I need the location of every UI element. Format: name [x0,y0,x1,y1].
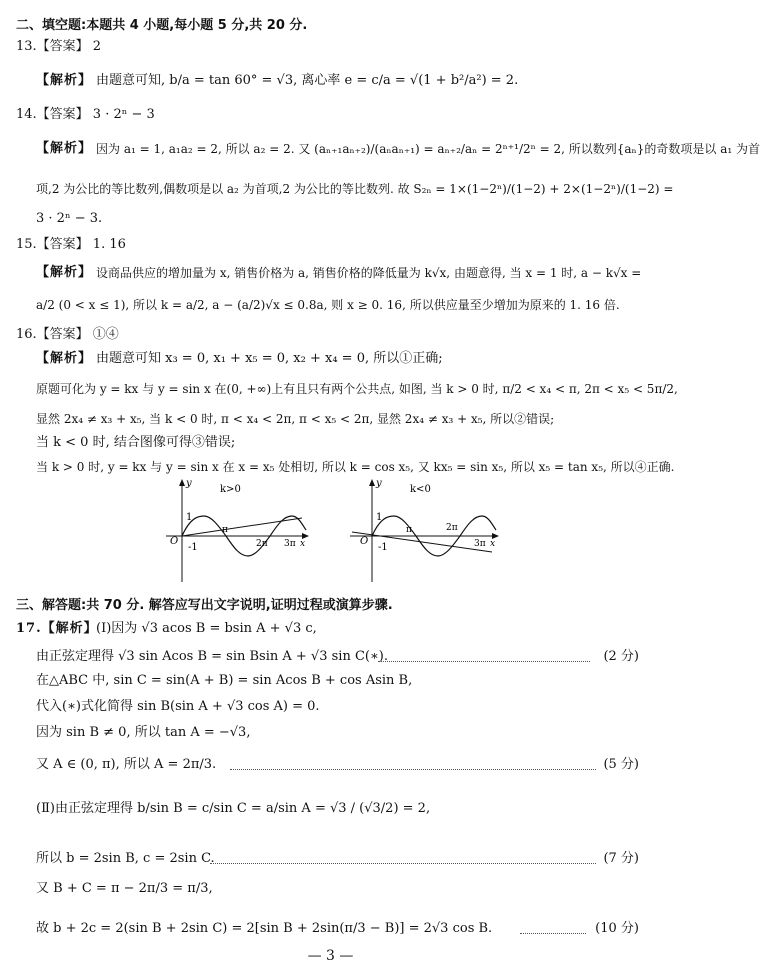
q17-line-2: 由正弦定理得 √3 sin Acos B = sin Bsin A + √3 sin C(∗). [36,649,389,664]
q17-line-3: 在△ABC 中, sin C = sin(A + B) = sin Acos B + cos Asin B, [36,673,413,688]
one-label: 1 [376,512,383,523]
y-axis-arrow-icon [369,479,375,486]
q16-explanation-line-1: 由题意可知 x₃ = 0, x₁ + x₅ = 0, x₂ + x₄ = 0, 所以①正确; [96,351,443,366]
q16-explanation-line-2: 原题可化为 y = kx 与 y = sin x 在(0, +∞)上有且只有两个公共点, 如图, 当 k > 0 时, π/2 < x₄ < π, 2π < x₅ < 5π/2, [36,382,678,396]
q15-explanation-line-1: 设商品供应的增加量为 x, 销售价格为 a, 销售价格的降低量为 k√x, 由题意得, 当 x = 1 时, a − k√x = [96,266,642,280]
q17-line-10: 故 b + 2c = 2(sin B + 2sin C) = 2[sin B + 2sin(π/3 − B)] = 2√3 cos B. [36,921,493,936]
q16-explanation-line-5: 当 k > 0 时, y = kx 与 y = sin x 在 x = x₅ 处相切, 所以 k = cos x₅, 又 kx₅ = sin x₅, 所以 x₅ = tan x₅, 所以④正确. [36,460,675,474]
q15-explanation-line-2: a/2 (0 < x ≤ 1), 所以 k = a/2, a − (a/2)√x ≤ 0.8a, 则 x ≥ 0. 16, 所以供应量至少增加为原来的 1. 16 倍. [36,298,620,312]
q17-line-7: (Ⅱ)由正弦定理得 b/sin B = c/sin C = a/sin A = √3 / (√3/2) = 2, [36,801,431,816]
q13-explanation-tag: 【解析】 [36,73,93,88]
x-label: x [300,539,306,549]
q17-score-10: (10 分) [595,921,639,936]
origin-label: O [360,536,369,547]
q14-answer: 14.【答案】 3 · 2ⁿ − 3 [16,107,155,122]
q17-line-9: 又 B + C = π − 2π/3 = π/3, [36,881,213,896]
q17-line-5: 因为 sin B ≠ 0, 所以 tan A = −√3, [36,725,251,740]
line-y-kx [182,518,302,536]
pi-label: π [406,525,412,535]
y-label: y [186,478,192,489]
k-label: k>0 [220,484,241,495]
q15-explanation-tag: 【解析】 [36,265,93,280]
q17-score-5: (5 分) [603,757,639,772]
origin-label: O [170,536,179,547]
q14-explanation-line-3: 3 · 2ⁿ − 3. [36,211,103,226]
dotted-leader [230,769,596,770]
q16-explanation-line-4: 当 k < 0 时, 结合图像可得③错误; [36,435,236,450]
q13-explanation-line-1: 由题意可知, b/a = tan 60° = √3, 离心率 e = c/a = √(1 + b²/a²) = 2. [96,73,519,88]
q16-graph-k-negative [350,478,500,584]
q16-explanation-tag: 【解析】 [36,351,93,366]
q16-explanation-line-3: 显然 2x₄ ≠ x₃ + x₅, 当 k < 0 时, π < x₄ < 2π, π < x₅ < 2π, 显然 2x₄ ≠ x₃ + x₅, 所以②错误; [36,412,555,426]
one-label: 1 [186,512,193,523]
line-y-kx [352,532,492,552]
y-axis-arrow-icon [179,479,185,486]
q16-answer: 16.【答案】 ①④ [16,327,119,342]
q17-line-1: (Ⅰ)因为 √3 acos B = bsin A + √3 c, [96,621,317,636]
neg-one-label: -1 [188,542,198,553]
y-label: y [376,478,382,489]
q17-explanation-tag: 17.【解析】 [16,621,98,636]
page-number: — 3 — [307,948,354,964]
dotted-leader [378,661,590,662]
pi-label: π [222,525,228,535]
two-pi-label: 2π [256,539,268,549]
dotted-leader [520,933,586,934]
neg-one-label: -1 [378,542,388,553]
q17-line-6: 又 A ∈ (0, π), 所以 A = 2π/3. [36,757,217,772]
q16-graph-k-positive [160,478,310,584]
x-label: x [490,539,496,549]
q14-explanation-line-1: 因为 a₁ = 1, a₁a₂ = 2, 所以 a₂ = 2. 又 (aₙ₊₁aₙ₊₂)/(aₙaₙ₊₁) = aₙ₊₂/aₙ = 2ⁿ⁺¹/2ⁿ = 2, 所以数列{aₙ}的奇数项是以 a₁ 为首 [96,142,760,156]
section-3-title: 三、解答题:共 70 分. 解答应写出文字说明,证明过程或演算步骤. [16,598,393,613]
q15-answer: 15.【答案】 1. 16 [16,237,126,252]
q17-score-2: (2 分) [603,649,639,664]
q14-explanation-tag: 【解析】 [36,141,93,156]
dotted-leader [210,863,596,864]
three-pi-label: 3π [474,539,486,549]
three-pi-label: 3π [284,539,296,549]
two-pi-label: 2π [446,523,458,533]
k-label: k<0 [410,484,431,495]
q13-answer: 13.【答案】 2 [16,39,102,54]
q17-line-4: 代入(∗)式化简得 sin B(sin A + √3 cos A) = 0. [36,699,320,714]
q17-score-7: (7 分) [603,851,639,866]
section-2-title: 二、填空题:本题共 4 小题,每小题 5 分,共 20 分. [16,18,308,33]
q17-line-8: 所以 b = 2sin B, c = 2sin C. [36,851,215,866]
q14-explanation-line-2: 项,2 为公比的等比数列,偶数项是以 a₂ 为首项,2 为公比的等比数列. 故 S₂ₙ = 1×(1−2ⁿ)/(1−2) + 2×(1−2ⁿ)/(1−2) = [36,182,674,196]
